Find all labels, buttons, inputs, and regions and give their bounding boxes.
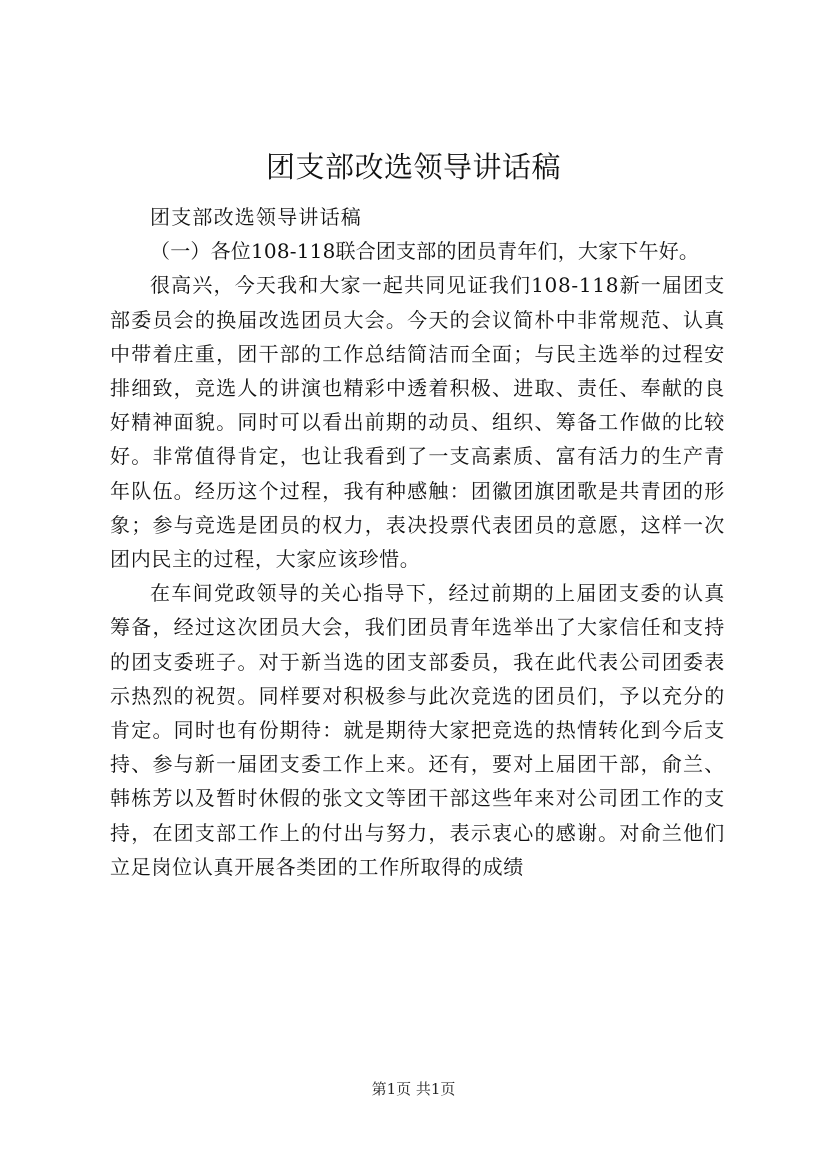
page-footer: 第1页 共1页 [371,1080,456,1098]
opening-greeting: （一）各位108-118联合团支部的团员青年们，大家下午好。 [150,239,700,264]
body-paragraph: 很高兴，今天我和大家一起共同见证我们108-118新一届团支部委员会的换届改选团员大会。今天的会议简朴中非常规范、认真中带着庄重，团干部的工作总结简洁而全面；与民主选举的过程安排细致，竞选人的讲演也精彩中透着积极、进取、责任、奉献的良好精神面貌。同时可以看出前期的动员、组织、筹备工作做的比较好。非常值得肯定，也让我看到了一支高素质、富有活力的生产青年队伍。经历这个过程，我有种感触：团徽团旗团歌是共青团的形象；参与竞选是团员的权力，表决投票代表团员的意愿，这样一次团内民主的过程，大家应该珍惜。 [110,273,725,572]
document-body [110,200,725,884]
document-title: 团支部改选领导讲话稿 [265,150,561,184]
document-subtitle: 团支部改选领导讲话稿 [150,205,362,229]
body-paragraph: 在车间党政领导的关心指导下，经过前期的上届团支委的认真筹备，经过这次团员大会，我们团员青年选举出了大家信任和支持的团支委班子。对于新当选的团支部委员，我在此代表公司团委表示热烈的祝贺。同样要对积极参与此次竞选的团员们，予以充分的肯定。同时也有份期待：就是期待大家把竞选的热情转化到今后支持、参与新一届团支委工作上来。还有，要对上届团干部，俞兰、韩栋芳以及暂时休假的张文文等团干部这些年来对公司团工作的支持，在团支部工作上的付出与努力，表示衷心的感谢。对俞兰他们立足岗位认真开展各类团的工作所取得的成绩 [110,581,725,879]
